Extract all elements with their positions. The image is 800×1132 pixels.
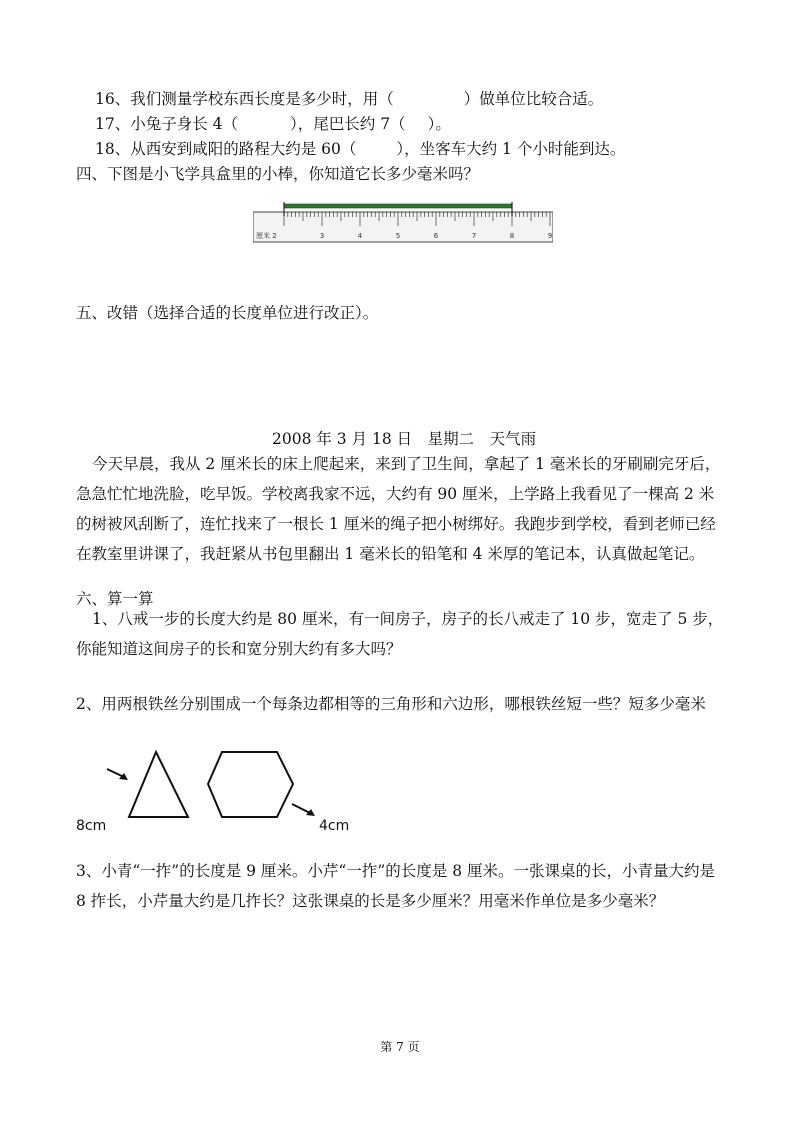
q16-text-post: ）做单位比较合适。	[463, 90, 604, 108]
page-number: 第 7 页	[380, 1040, 420, 1054]
triangle-shape	[129, 752, 188, 817]
problem-1: 1、八戒一步的长度大约是 80 厘米，有一间房子，房子的长八戒走了 10 步，宽走了 5 步，你能知道这间房子的长和宽分别大约有多大吗？	[76, 610, 724, 658]
ruler-figure	[253, 200, 553, 246]
q17-text-a: 17、小兔子身长 4（	[95, 115, 239, 133]
problem-2: 2、用两根铁丝分别围成一个每条边都相等的三角形和六边形，哪根铁丝短一些？短多少毫米	[76, 695, 706, 713]
ruler-number-label: 5	[395, 232, 401, 240]
ruler-number-label: 4	[357, 232, 363, 240]
ruler-number-label: 6	[433, 232, 439, 240]
ruler-number-label: 7	[471, 232, 477, 240]
q17-text-c: ）。	[427, 115, 451, 133]
section-4-title: 四、下图是小飞学具盒里的小棒，你知道它长多少毫米吗？	[76, 165, 480, 183]
section-5-title: 五、改错（选择合适的长度单位进行改正）。	[76, 304, 379, 322]
question-16	[95, 89, 603, 109]
q18-text-post: ），坐客车大约 1 个小时能到达。	[396, 140, 626, 158]
problem-3: 3、小青“一拃”的长度是 9 厘米。小芹“一拃”的长度是 8 厘米。一张课桌的长，小青量大约是 8 拃长，小芹量大约是几拃长？这张课桌的长是多少厘米？用毫米作单位是多少毫米？	[76, 862, 715, 910]
ruler-number-label: 9	[547, 232, 553, 240]
triangle-arrow-head	[119, 773, 128, 780]
q18-text-pre: 18、从西安到咸阳的路程大约是 60（	[95, 140, 357, 158]
section-6-title: 六、算一算	[76, 590, 154, 608]
diary-text: 今天早晨，我从 2 厘米长的床上爬起来，来到了卫生间，拿起了 1 毫米长的牙刷刷完牙后，急急忙忙地洗脸，吃早饭。学校离我家不远，大约有 90 厘米，上学路上我看见了一棵高 2 米的树被风刮断了，连忙找来了一根长 1 厘米的绳子把小树绑好。我跑步到学校，看到老师已经在教室里讲课了，我赶紧从书包里翻出 1 毫米长的铅笔和 4 米厚的笔记本，认真做起笔记。	[76, 455, 721, 563]
ruler-number-label: 8	[509, 232, 515, 240]
triangle-side-label: 8cm	[76, 818, 107, 834]
ruler-number-label: 3	[319, 232, 325, 240]
diary-date: 2008 年 3 月 18 日 星期二 天气雨	[272, 430, 537, 448]
hexagon-side-label: 4cm	[319, 818, 350, 834]
question-17	[95, 114, 451, 134]
q17-text-b: ），尾巴长约 7（	[290, 115, 406, 133]
question-18	[95, 139, 625, 159]
ruler-start-label: 厘米 2	[256, 232, 277, 240]
green-stick	[284, 204, 512, 208]
hexagon-shape	[208, 752, 293, 817]
q16-text-pre: 16、我们测量学校东西长度是多少时，用（	[95, 90, 394, 108]
